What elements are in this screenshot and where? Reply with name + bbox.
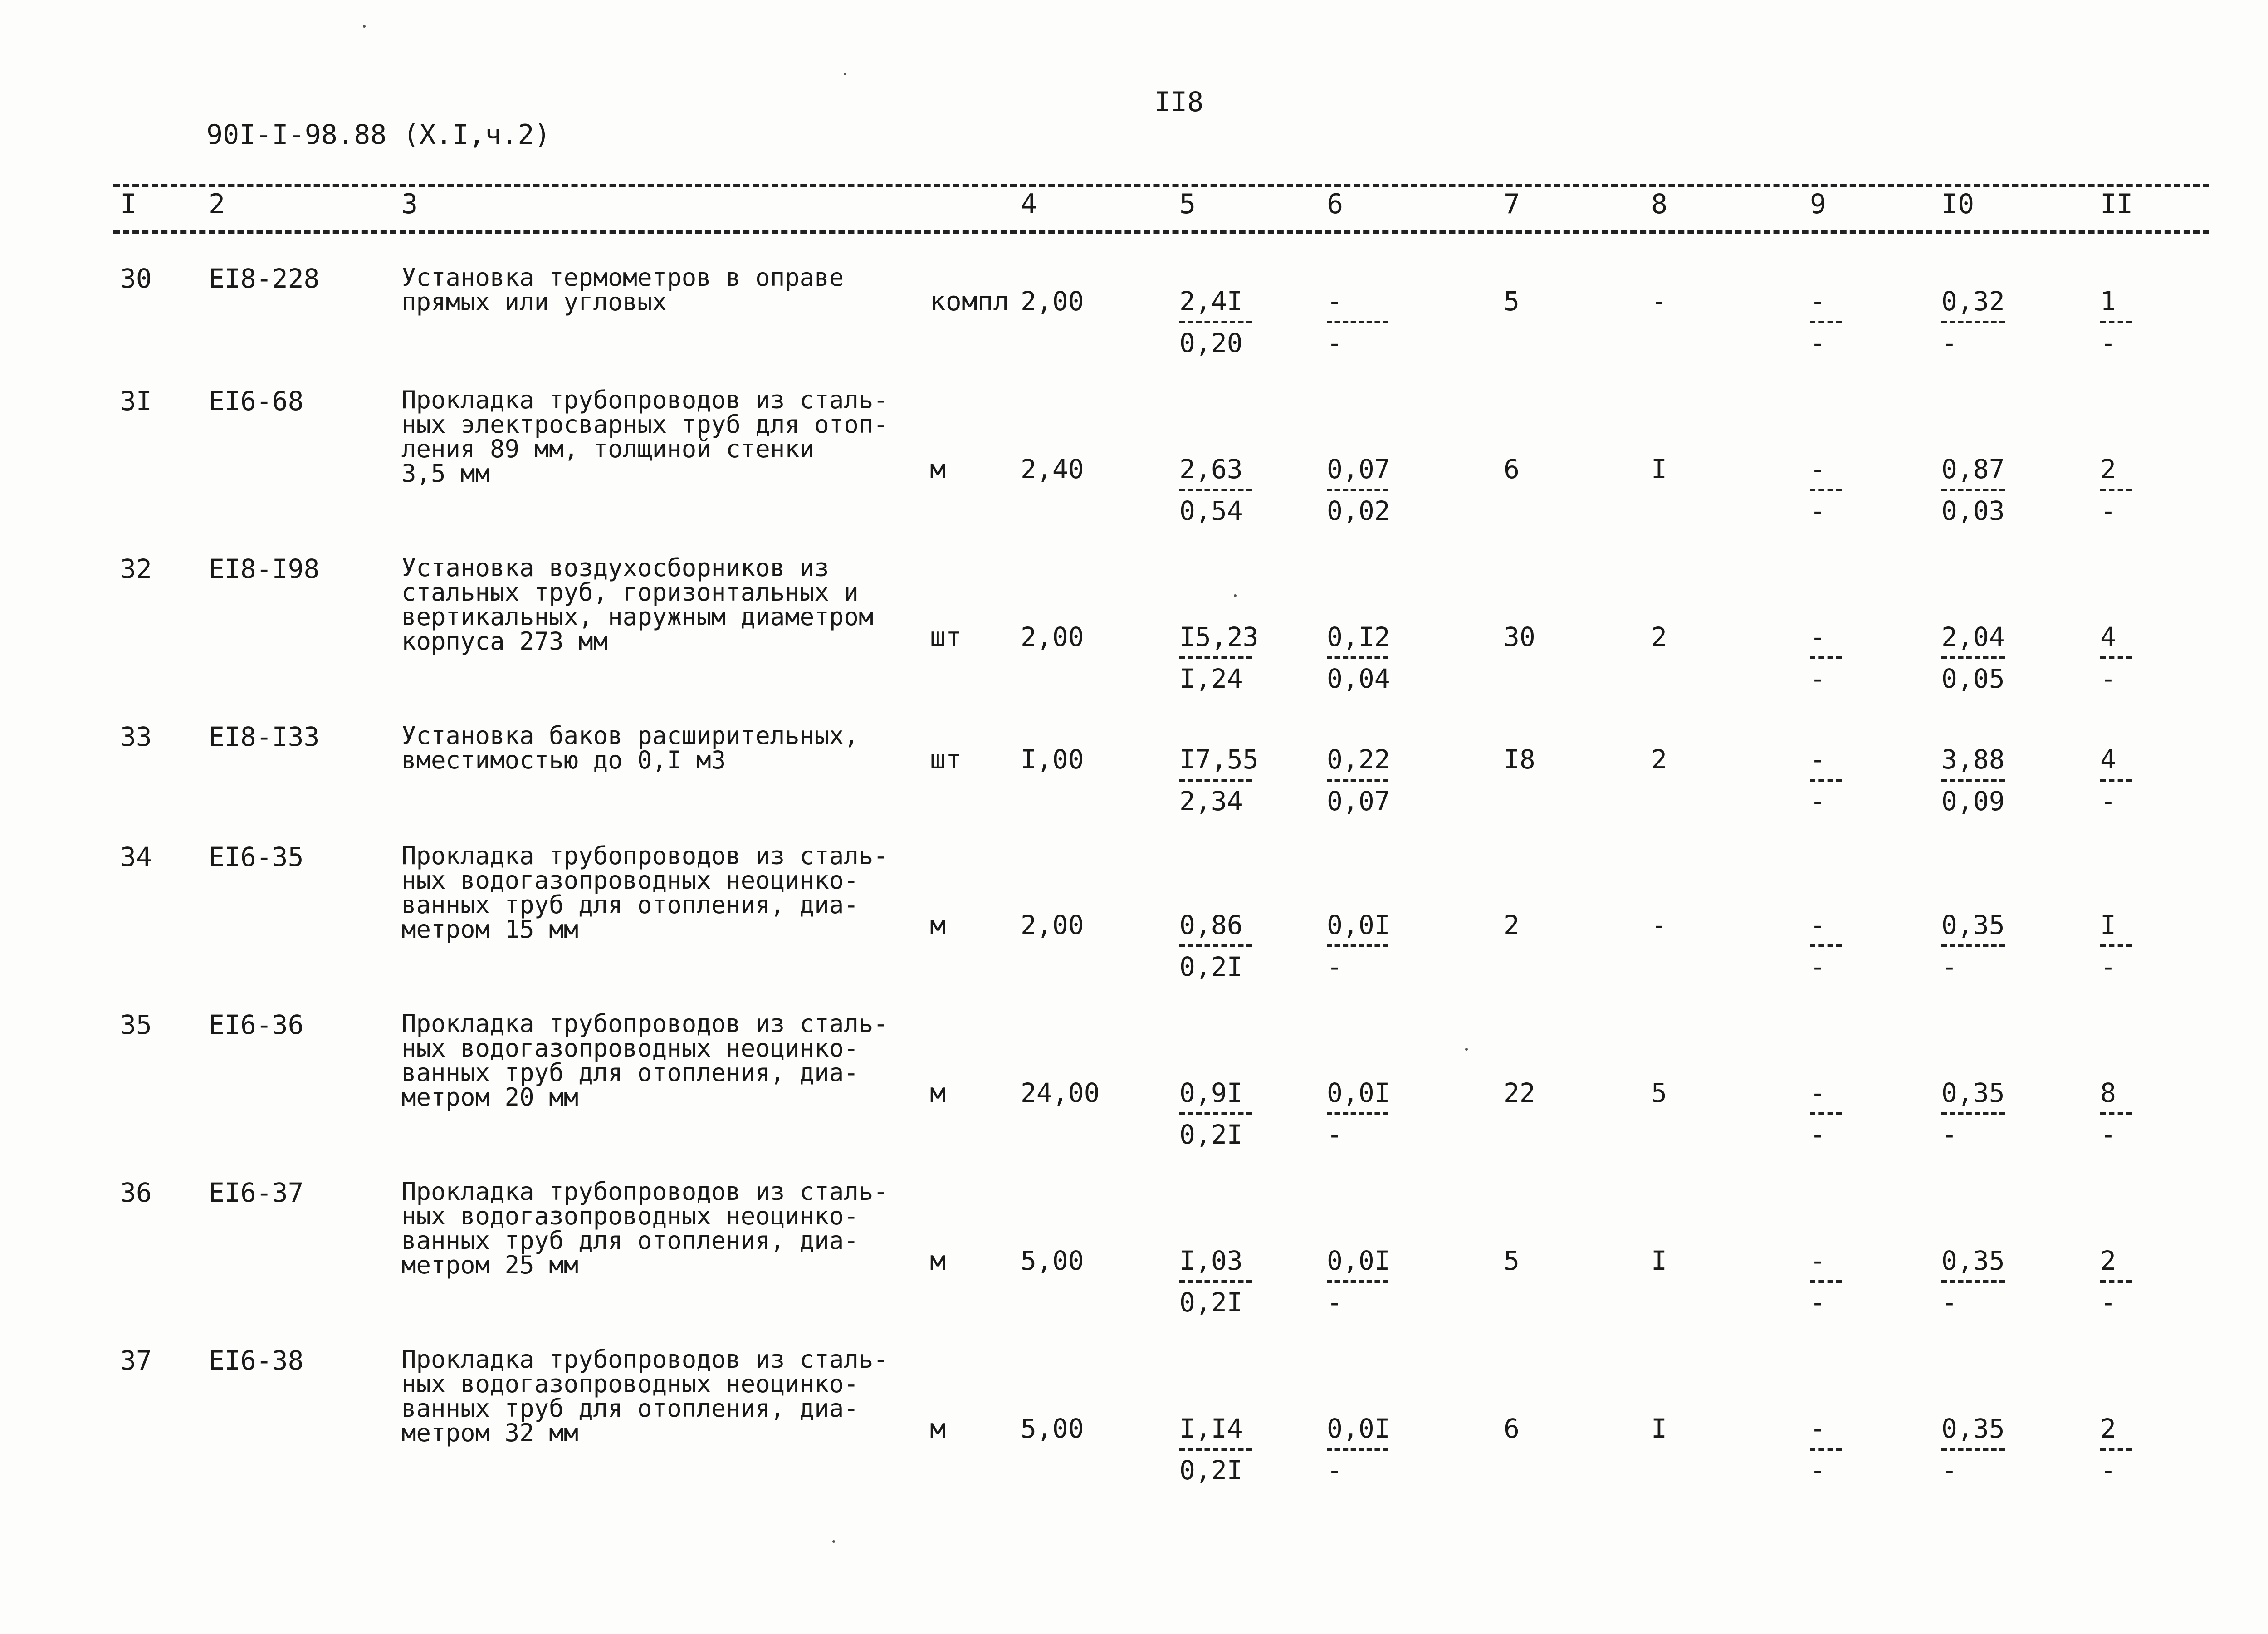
value-col9	[1810, 912, 1842, 980]
value-col10	[1941, 1077, 2005, 1150]
fraction-bar	[1810, 944, 1842, 947]
value-col6	[1327, 1245, 1390, 1318]
fraction-bar	[2100, 944, 2132, 947]
quantity: 5,00	[1021, 1245, 1084, 1276]
value-col6	[1327, 912, 1388, 980]
numerator: 0,87	[1941, 454, 2005, 484]
work-description: Установка термометров в оправе прямых или угловых	[401, 263, 844, 316]
scan-speck	[363, 25, 366, 28]
fraction-bar	[2100, 779, 2132, 782]
work-description: Прокладка трубопроводов из сталь- ных водогазопроводных неоцинко- ванных труб для отопления, диа- метром 15 мм	[401, 841, 888, 944]
numerator: 0,0I	[1327, 1077, 1390, 1108]
numerator: 1	[2100, 286, 2116, 317]
value-col5	[1179, 744, 1259, 817]
value-col5	[1179, 288, 1252, 356]
work-description: Прокладка трубопроводов из сталь- ных водогазопроводных неоцинко- ванных труб для отопления, диа- метром 32 мм	[401, 1345, 888, 1447]
unit: шт	[930, 744, 962, 775]
fraction-bar	[2100, 1280, 2132, 1283]
numerator: 0,86	[1179, 910, 1243, 940]
fraction-bar	[1327, 489, 1388, 491]
unit: м	[930, 1245, 946, 1276]
numerator: -	[1810, 621, 1826, 652]
fraction-bar	[1941, 944, 2005, 947]
denominator: -	[2100, 786, 2116, 817]
value-col11	[2100, 912, 2132, 980]
value-col11	[2100, 1413, 2132, 1486]
value-col7: 6	[1504, 454, 1520, 484]
row-number: 35	[120, 1009, 152, 1040]
numerator: 0,22	[1327, 744, 1390, 775]
fraction-bar	[1327, 1448, 1388, 1451]
denominator: -	[1941, 1119, 1957, 1150]
denominator: -	[1327, 1287, 1343, 1318]
numerator: 0,9I	[1179, 1077, 1243, 1108]
fraction-bar	[1941, 1112, 2005, 1115]
numerator: I	[2100, 910, 2116, 940]
denominator: 0,2I	[1179, 951, 1243, 982]
denominator: 0,07	[1327, 786, 1390, 817]
fraction-bar	[1179, 1448, 1252, 1451]
column-header-2: 2	[209, 188, 225, 220]
denominator: -	[1810, 1119, 1826, 1150]
quantity: 2,00	[1021, 910, 1084, 940]
fraction-bar	[1941, 489, 2005, 491]
value-col10	[1941, 744, 2005, 817]
unit: шт	[930, 621, 962, 652]
value-col5	[1179, 1245, 1252, 1318]
denominator: -	[2100, 1119, 2116, 1150]
denominator: 0,2I	[1179, 1119, 1243, 1150]
quantity: 5,00	[1021, 1413, 1084, 1444]
numerator: 0,07	[1327, 454, 1390, 484]
value-col8: -	[1651, 286, 1667, 317]
value-col10	[1941, 1413, 2005, 1486]
column-header-8: 8	[1651, 188, 1668, 220]
value-col5	[1179, 1413, 1252, 1486]
numerator: 2	[2100, 1413, 2116, 1444]
fraction-bar	[2100, 489, 2132, 491]
value-col9	[1810, 1245, 1842, 1318]
fraction-bar	[1179, 779, 1252, 782]
fraction-bar	[1941, 779, 2005, 782]
numerator: 3,88	[1941, 744, 2005, 775]
value-col8: 5	[1651, 1077, 1667, 1108]
value-col9	[1810, 621, 1842, 694]
value-col8: 2	[1651, 621, 1667, 652]
denominator: -	[2100, 663, 2116, 694]
row-number: 36	[120, 1177, 152, 1208]
denominator: 0,02	[1327, 495, 1390, 526]
work-description: Прокладка трубопроводов из сталь- ных водогазопроводных неоцинко- ванных труб для отопления, диа- метром 25 мм	[401, 1177, 888, 1279]
denominator: -	[1810, 951, 1826, 982]
fraction-bar	[1327, 944, 1388, 947]
column-header-3: 3	[401, 188, 418, 220]
unit: м	[930, 454, 946, 484]
table-row	[0, 1347, 2268, 1511]
denominator: -	[1941, 951, 1957, 982]
table-row	[0, 553, 2268, 719]
numerator: I7,55	[1179, 744, 1259, 775]
denominator: 0,2I	[1179, 1287, 1243, 1318]
table-top-rule	[113, 184, 2209, 187]
numerator: -	[1810, 454, 1826, 484]
value-col9	[1810, 744, 1842, 817]
fraction-bar	[1810, 1112, 1842, 1115]
value-col11	[2100, 456, 2132, 524]
column-header-5: 5	[1179, 188, 1196, 220]
numerator: -	[1810, 1245, 1826, 1276]
work-description: Установка баков расширительных, вместимостью до 0,I м3	[401, 721, 859, 774]
table-row	[0, 388, 2268, 551]
numerator: I5,23	[1179, 621, 1259, 652]
fraction-bar	[1327, 1112, 1388, 1115]
denominator: -	[1327, 328, 1343, 358]
numerator: 8	[2100, 1077, 2116, 1108]
fraction-bar	[1179, 1112, 1252, 1115]
fraction-bar	[2100, 1112, 2132, 1115]
row-number: 3I	[120, 386, 152, 416]
value-col7: 22	[1504, 1077, 1535, 1108]
value-col8: 2	[1651, 744, 1667, 775]
numerator: 2	[2100, 454, 2116, 484]
value-col10	[1941, 1245, 2005, 1318]
numerator: 0,0I	[1327, 910, 1390, 940]
numerator: 0,35	[1941, 1077, 2005, 1108]
numerator: I,03	[1179, 1245, 1243, 1276]
value-col8: I	[1651, 1413, 1667, 1444]
value-col9	[1810, 1413, 1842, 1486]
column-header-11: II	[2100, 188, 2133, 220]
quantity: 2,40	[1021, 454, 1084, 484]
fraction-bar	[1941, 321, 2005, 323]
norm-code: EI8-I98	[209, 553, 320, 584]
value-col10	[1941, 621, 2005, 694]
value-col10	[1941, 288, 2005, 356]
row-number: 33	[120, 721, 152, 752]
denominator: -	[1810, 663, 1826, 694]
denominator: 0,2I	[1179, 1455, 1243, 1486]
fraction-bar	[2100, 1448, 2132, 1451]
fraction-bar	[1179, 656, 1252, 659]
unit: компл	[930, 286, 1009, 317]
denominator: -	[1327, 1119, 1343, 1150]
fraction-bar	[1327, 779, 1388, 782]
numerator: -	[1810, 1077, 1826, 1108]
scan-speck	[1465, 1048, 1468, 1051]
numerator: -	[1810, 286, 1826, 317]
numerator: 0,35	[1941, 1245, 2005, 1276]
row-number: 37	[120, 1345, 152, 1376]
value-col7: 2	[1504, 910, 1520, 940]
fraction-bar	[1327, 656, 1388, 659]
scan-speck	[832, 1540, 835, 1543]
value-col5	[1179, 912, 1252, 980]
value-col10	[1941, 456, 2005, 524]
numerator: 2,4I	[1179, 286, 1243, 317]
denominator: -	[2100, 1455, 2116, 1486]
denominator: -	[1810, 786, 1826, 817]
numerator: 0,32	[1941, 286, 2005, 317]
fraction-bar	[1941, 1448, 2005, 1451]
value-col6	[1327, 744, 1390, 817]
column-header-9: 9	[1810, 188, 1827, 220]
value-col6	[1327, 1077, 1390, 1150]
denominator: -	[1810, 1455, 1826, 1486]
unit: м	[930, 1077, 946, 1108]
fraction-bar	[1327, 1280, 1388, 1283]
denominator: -	[1810, 495, 1826, 526]
column-header-6: 6	[1327, 188, 1344, 220]
value-col7: 5	[1504, 286, 1520, 317]
numerator: 2,04	[1941, 621, 2005, 652]
value-col9	[1810, 288, 1842, 356]
value-col11	[2100, 744, 2132, 817]
value-col5	[1179, 1077, 1252, 1150]
fraction-bar	[1810, 321, 1842, 323]
norm-code: EI6-68	[209, 386, 304, 416]
numerator: -	[1810, 910, 1826, 940]
fraction-bar	[1810, 1280, 1842, 1283]
numerator: 4	[2100, 744, 2116, 775]
denominator: -	[1941, 1455, 1957, 1486]
quantity: I,00	[1021, 744, 1084, 775]
denominator: -	[2100, 328, 2116, 358]
fraction-bar	[1810, 489, 1842, 491]
work-description: Установка воздухосборников из стальных труб, горизонтальных и вертикальных, наружным диаметром корпуса 273 мм	[401, 553, 874, 656]
numerator: 2	[2100, 1245, 2116, 1276]
denominator: 0,20	[1179, 328, 1243, 358]
quantity: 2,00	[1021, 621, 1084, 652]
numerator: 0,35	[1941, 1413, 2005, 1444]
value-col7: 5	[1504, 1245, 1520, 1276]
fraction-bar	[2100, 321, 2132, 323]
column-header-10: I0	[1941, 188, 1975, 220]
value-col6	[1327, 288, 1388, 356]
fraction-bar	[1810, 779, 1842, 782]
denominator: -	[1941, 328, 1957, 358]
quantity: 2,00	[1021, 286, 1084, 317]
numerator: I,I4	[1179, 1413, 1243, 1444]
value-col7: 6	[1504, 1413, 1520, 1444]
numerator: 4	[2100, 621, 2116, 652]
column-header-4: 4	[1021, 188, 1037, 220]
fraction-bar	[1179, 489, 1252, 491]
row-number: 30	[120, 263, 152, 294]
fraction-bar	[1941, 656, 2005, 659]
numerator: 0,0I	[1327, 1413, 1390, 1444]
value-col6	[1327, 621, 1390, 694]
fraction-bar	[1327, 321, 1388, 323]
table-row	[0, 841, 2268, 1007]
denominator: -	[1810, 328, 1826, 358]
fraction-bar	[1179, 321, 1252, 323]
denominator: 0,04	[1327, 663, 1390, 694]
value-col11	[2100, 1245, 2132, 1318]
denominator: 0,09	[1941, 786, 2005, 817]
numerator: -	[1810, 744, 1826, 775]
denominator: -	[2100, 951, 2116, 982]
denominator: 2,34	[1179, 786, 1243, 817]
denominator: -	[1327, 951, 1343, 982]
scan-speck	[1234, 594, 1237, 597]
norm-code: EI6-38	[209, 1345, 304, 1376]
denominator: 0,03	[1941, 495, 2005, 526]
work-description: Прокладка трубопроводов из сталь- ных водогазопроводных неоцинко- ванных труб для отопления, диа- метром 20 мм	[401, 1009, 888, 1111]
numerator: -	[1810, 1413, 1826, 1444]
value-col5	[1179, 621, 1259, 694]
norm-code: EI8-I33	[209, 721, 320, 752]
fraction-bar	[1179, 944, 1252, 947]
column-header-1: I	[120, 188, 137, 220]
column-header-7: 7	[1504, 188, 1520, 220]
value-col8: -	[1651, 910, 1667, 940]
denominator: 0,54	[1179, 495, 1243, 526]
value-col7: 30	[1504, 621, 1535, 652]
norm-code: EI6-35	[209, 841, 304, 872]
value-col8: I	[1651, 454, 1667, 484]
row-number: 32	[120, 553, 152, 584]
value-col11	[2100, 621, 2132, 694]
value-col11	[2100, 1077, 2132, 1150]
table-header-rule	[113, 230, 2209, 234]
value-col6	[1327, 456, 1388, 524]
fraction-bar	[1810, 656, 1842, 659]
value-col7: I8	[1504, 744, 1535, 775]
norm-code: EI6-37	[209, 1177, 304, 1208]
value-col6	[1327, 1413, 1390, 1486]
fraction-bar	[1810, 1448, 1842, 1451]
value-col9	[1810, 1077, 1842, 1150]
numerator: 0,35	[1941, 910, 2005, 940]
fraction-bar	[2100, 656, 2132, 659]
denominator: -	[2100, 495, 2116, 526]
denominator: -	[1810, 1287, 1826, 1318]
page-number: II8	[1154, 86, 1204, 118]
denominator: -	[1941, 1287, 1957, 1318]
document-code: 90I-I-98.88 (X.I,ч.2)	[206, 119, 551, 151]
unit: м	[930, 1413, 946, 1444]
value-col9	[1810, 456, 1842, 524]
work-description: Прокладка трубопроводов из сталь- ных электросварных труб для отоп- ления 89 мм, толщиной стенки 3,5 мм	[401, 386, 888, 488]
fraction-bar	[1179, 1280, 1252, 1283]
value-col8: I	[1651, 1245, 1667, 1276]
value-col5	[1179, 456, 1252, 524]
numerator: 0,I2	[1327, 621, 1390, 652]
table-row	[0, 1179, 2268, 1343]
norm-code: EI6-36	[209, 1009, 304, 1040]
denominator: -	[2100, 1287, 2116, 1318]
unit: м	[930, 910, 946, 940]
fraction-bar	[1941, 1280, 2005, 1283]
denominator: I,24	[1179, 663, 1243, 694]
value-col11	[2100, 288, 2132, 356]
row-number: 34	[120, 841, 152, 872]
norm-code: EI8-228	[209, 263, 320, 294]
quantity: 24,00	[1021, 1077, 1100, 1108]
denominator: 0,05	[1941, 663, 2005, 694]
value-col10	[1941, 912, 2005, 980]
scan-speck	[844, 73, 846, 75]
denominator: -	[1327, 1455, 1343, 1486]
numerator: 0,0I	[1327, 1245, 1390, 1276]
table-row	[0, 1009, 2268, 1175]
numerator: 2,63	[1179, 454, 1243, 484]
numerator: -	[1327, 286, 1343, 317]
